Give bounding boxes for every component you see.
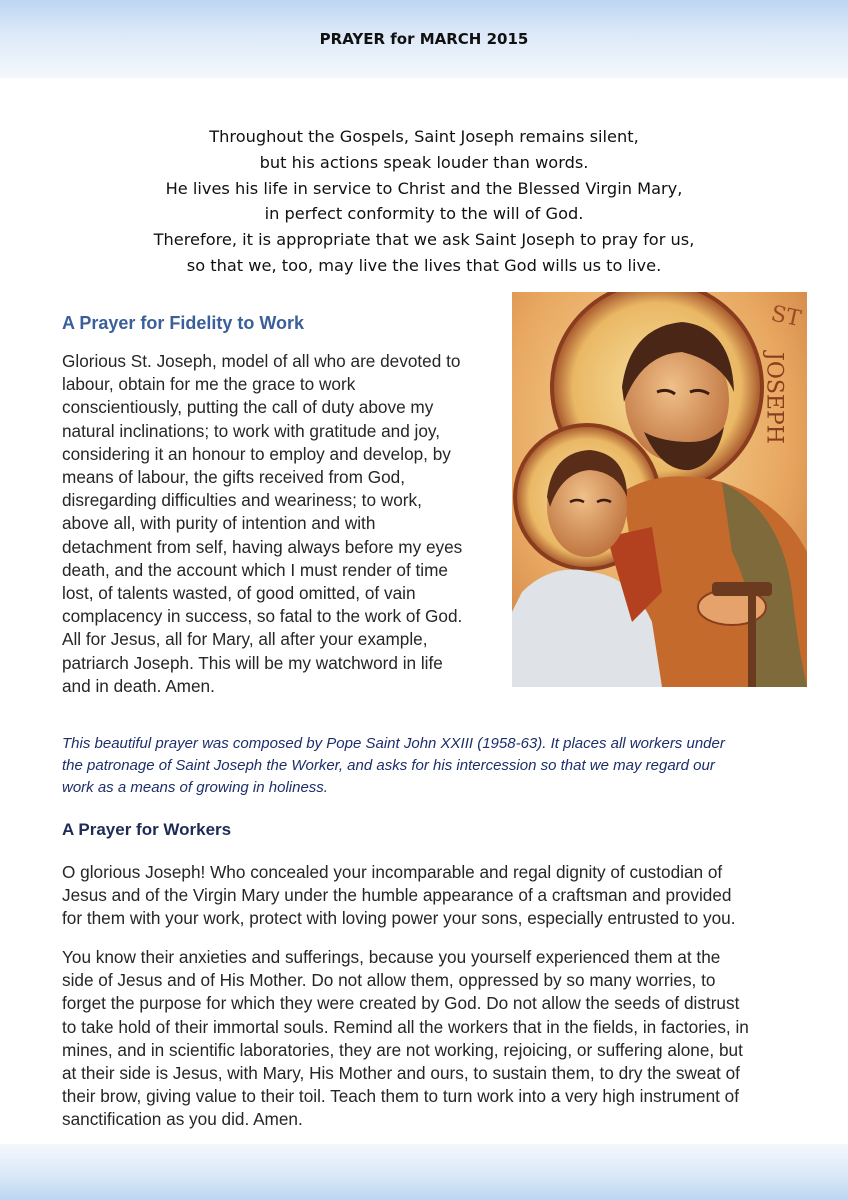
paragraph-line: mines, and in scientific laboratories, they are not working, rejoicing, or suffering alone, but xyxy=(62,1039,743,1060)
paragraph-line: sanctification as you did. Amen. xyxy=(62,1109,303,1130)
paragraph-line: at their side is Jesus, with Mary, His Mother and ours, to sustain them, to dry the sweat of xyxy=(62,1063,740,1084)
prayer-line: considering it an honour to employ and develop, by xyxy=(62,443,451,464)
prayer-line: detachment from self, having always before my eyes xyxy=(62,536,463,557)
intro-line: but his actions speak louder than words. xyxy=(259,152,589,172)
intro-line: so that we, too, may live the lives that God wills us to live. xyxy=(186,255,662,275)
page-title: PRAYER for MARCH 2015 xyxy=(319,30,529,48)
paragraph-line: forget the purpose for which they were created by God. Do not allow the seeds of distrust xyxy=(62,993,740,1014)
prayer-note xyxy=(62,733,802,799)
prayer-line: labour, obtain for me the grace to work xyxy=(62,374,356,395)
intro-line: Throughout the Gospels, Saint Joseph remains silent, xyxy=(209,127,639,146)
intro-line: Therefore, it is appropriate that we ask Saint Joseph to pray for us, xyxy=(153,230,695,250)
prayer-line: patriarch Joseph. This will be my watchword in life xyxy=(62,652,443,673)
prayer-line: means of labour, the gifts received from God, xyxy=(62,467,405,488)
prayer-line: death, and the account which I must render of time xyxy=(62,559,448,580)
section1-heading: A Prayer for Fidelity to Work xyxy=(62,313,305,333)
paragraph-line: side of Jesus and of His Mother. Do not allow them, oppressed by so many worries, to xyxy=(62,970,716,991)
prayer-line: lost, of talents wasted, of good omitted, of vain xyxy=(62,583,416,604)
note-line: This beautiful prayer was composed by Pope Saint John XXIII (1958-63). It places all workers under xyxy=(62,735,725,752)
section2-paragraph-2 xyxy=(62,946,807,1132)
prayer-line: complacency in success, so fatal to the work of God. xyxy=(62,606,463,627)
intro-line: He lives his life in service to Christ and the Blessed Virgin Mary, xyxy=(165,178,683,198)
prayer-line: Glorious St. Joseph, model of all who are devoted to xyxy=(62,351,461,371)
paragraph-line: to take hold of their immortal souls. Remind all the workers that in the fields, in factories, in xyxy=(62,1016,749,1037)
section2-paragraph-1 xyxy=(62,861,807,931)
prayer-line: above all, with purity of intention and with xyxy=(62,513,376,534)
section1-prayer xyxy=(62,350,502,698)
prayer-line: conscientiously, putting the call of duty above my xyxy=(62,397,434,418)
saint-joseph-icon-image xyxy=(512,292,807,687)
paragraph-line: You know their anxieties and sufferings, because you yourself experienced them at the xyxy=(62,947,721,967)
icon-inscription: ST xyxy=(768,301,804,333)
intro-text xyxy=(60,124,788,279)
note-line: work as a means of growing in holiness. xyxy=(62,779,328,796)
note-line: the patronage of Saint Joseph the Worker, and asks for his intercession so that we may regard our xyxy=(62,757,715,774)
prayer-line: and in death. Amen. xyxy=(62,675,215,696)
paragraph-line: O glorious Joseph! Who concealed your incomparable and regal dignity of custodian of xyxy=(62,862,723,882)
icon-inscription: JOSEPH xyxy=(761,352,787,444)
paragraph-line: their brow, giving value to their toil. Teach them to turn work into a very high instrument of xyxy=(62,1086,740,1107)
prayer-line: natural inclinations; to work with gratitude and joy, xyxy=(62,420,441,441)
section2-heading: A Prayer for Workers xyxy=(62,820,232,839)
paragraph-line: for them with your work, protect with loving power your sons, especially entrusted to you. xyxy=(62,908,736,929)
prayer-line: All for Jesus, all for Mary, all after your example, xyxy=(62,629,428,650)
paragraph-line: Jesus and of the Virgin Mary under the humble appearance of a craftsman and provided xyxy=(62,885,732,906)
prayer-line: disregarding difficulties and weariness; to work, xyxy=(62,490,422,511)
intro-line: in perfect conformity to the will of God. xyxy=(264,204,584,224)
footer-band xyxy=(0,1144,848,1200)
